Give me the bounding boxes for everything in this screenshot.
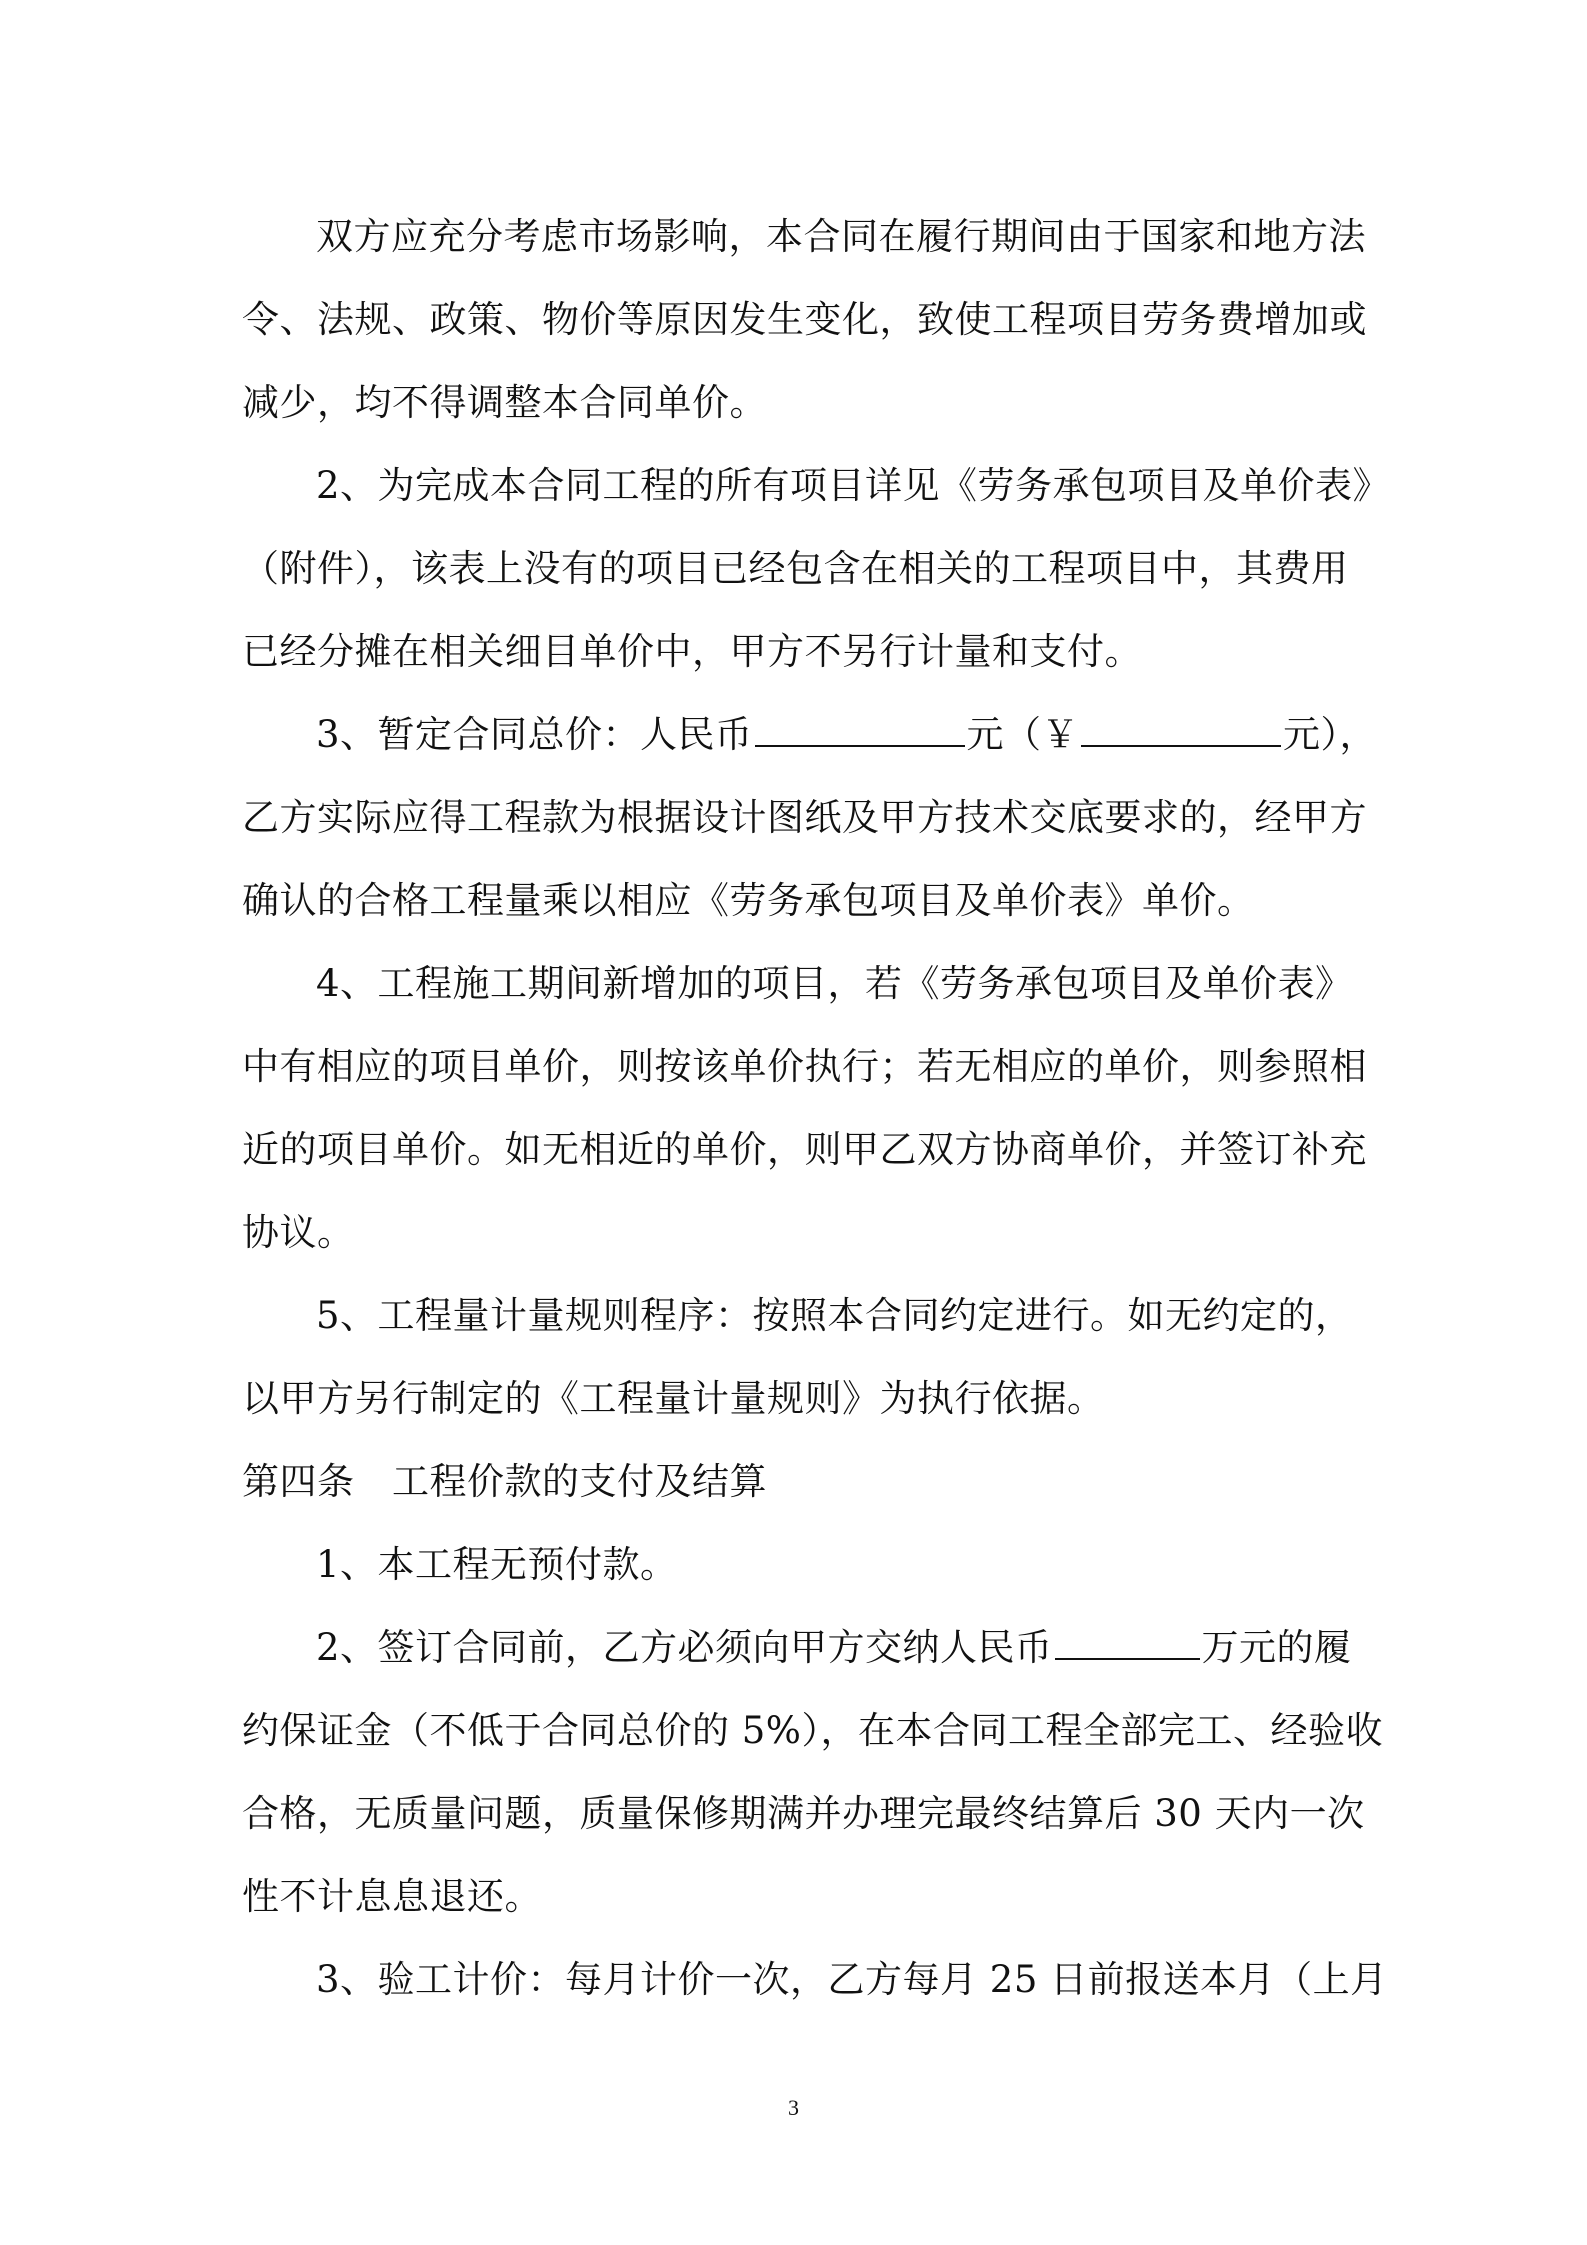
- paragraph-line: 减少，均不得调整本合同单价。: [242, 381, 767, 424]
- paragraph-line: （附件），该表上没有的项目已经包含在相关的工程项目中，其费用: [242, 547, 1349, 590]
- paragraph-line: 乙方实际应得工程款为根据设计图纸及甲方技术交底要求的，经甲方: [242, 796, 1367, 839]
- paragraph-line: 以甲方另行制定的《工程量计量规则》为执行依据。: [242, 1377, 1105, 1420]
- clause-text: 元（￥: [966, 713, 1080, 756]
- page-number: 3: [788, 2095, 799, 2120]
- paragraph-line: [242, 705, 1378, 765]
- clause-text: 2、签订合同前，乙方必须向甲方交纳人民币: [316, 1626, 1053, 1669]
- paragraph-line: 已经分摊在相关细目单价中，甲方不另行计量和支付。: [242, 630, 1142, 673]
- paragraph-line: 双方应充分考虑市场影响，本合同在履行期间由于国家和地方法: [316, 215, 1366, 258]
- paragraph-line: 令、法规、政策、物价等原因发生变化，致使工程项目劳务费增加或: [242, 298, 1367, 341]
- paragraph-line: [242, 1618, 1352, 1678]
- paragraph-line: 约保证金（不低于合同总价的 5%），在本合同工程全部完工、经验收: [242, 1709, 1383, 1752]
- paragraph-line: 1、本工程无预付款。: [316, 1543, 678, 1586]
- paragraph-line: 确认的合格工程量乘以相应《劳务承包项目及单价表》单价。: [242, 879, 1255, 922]
- fill-in-blank: [755, 707, 965, 747]
- clause-text: 元），: [1283, 713, 1378, 756]
- fill-in-blank: [1055, 1620, 1200, 1660]
- paragraph-line: 2、为完成本合同工程的所有项目详见《劳务承包项目及单价表》: [316, 464, 1391, 507]
- paragraph-line: 5、工程量计量规则程序：按照本合同约定进行。如无约定的，: [316, 1294, 1353, 1337]
- paragraph-line: 近的项目单价。如无相近的单价，则甲乙双方协商单价，并签订补充: [242, 1128, 1367, 1171]
- paragraph-line: 性不计息息退还。: [242, 1875, 542, 1918]
- section-heading: 第四条 工程价款的支付及结算: [242, 1460, 767, 1503]
- paragraph-line: 协议。: [242, 1211, 355, 1254]
- paragraph-line: 4、工程施工期间新增加的项目，若《劳务承包项目及单价表》: [316, 962, 1353, 1005]
- clause-text: 万元的履: [1201, 1626, 1352, 1669]
- paragraph-line: 3、验工计价：每月计价一次，乙方每月 25 日前报送本月（上月: [316, 1958, 1388, 2001]
- paragraph-line: 中有相应的项目单价，则按该单价执行；若无相应的单价，则参照相: [242, 1045, 1367, 1088]
- clause-text: 3、暂定合同总价：人民币: [316, 713, 753, 756]
- fill-in-blank: [1081, 707, 1281, 747]
- paragraph-line: 合格，无质量问题，质量保修期满并办理完最终结算后 30 天内一次: [242, 1792, 1365, 1835]
